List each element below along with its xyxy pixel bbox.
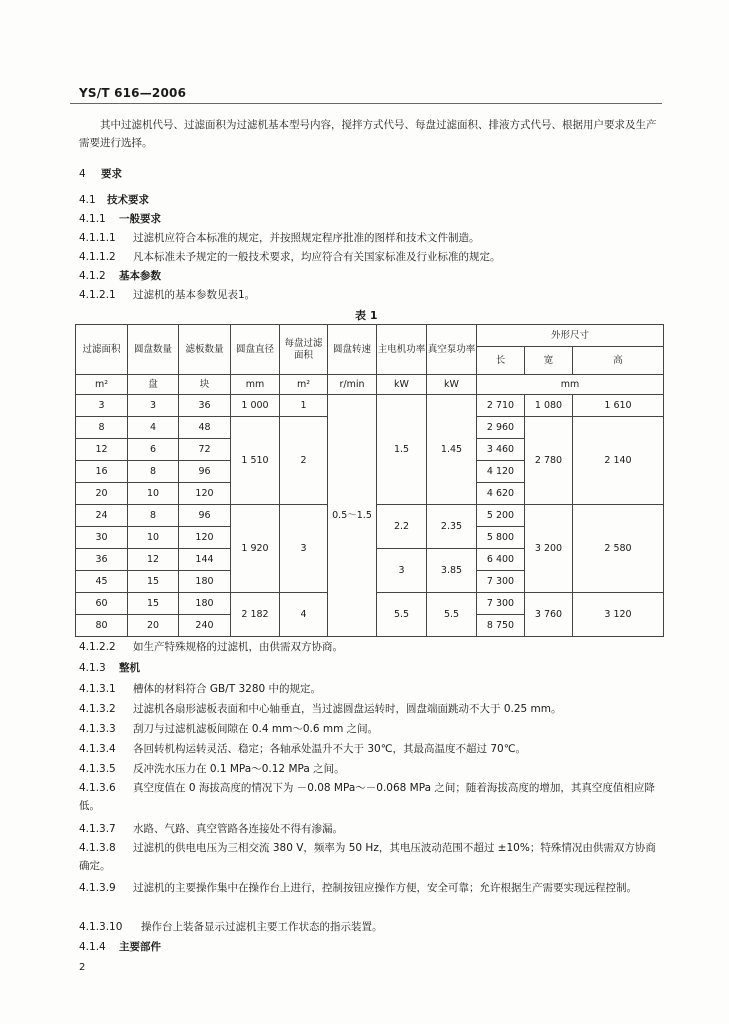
- cell-width: 2 780: [525, 417, 573, 505]
- unit-diameter: mm: [231, 375, 280, 395]
- header-motor: 主电机功率: [377, 325, 427, 375]
- clause-number: 4.1.3.2: [79, 703, 116, 715]
- header-speed: 圆盘转速: [328, 325, 377, 375]
- cell-discs: 4: [128, 417, 179, 439]
- unit-dims: mm: [477, 375, 664, 395]
- clause-number: 4.1.3.8: [79, 842, 116, 854]
- unit-area: m²: [76, 375, 128, 395]
- parameters-table: [75, 324, 664, 637]
- cell-height: 2 140: [573, 417, 664, 505]
- clause-text: 真空度值在 0 海拔高度的情况下为 －0.08 MPa～－0.068 MPa 之间；随着海拔高度的增加，其真空度值相应降低。: [79, 782, 655, 812]
- cell-discs: 10: [128, 527, 179, 549]
- header-diameter: 圆盘直径: [231, 325, 280, 375]
- clause-text: 过滤机应符合本标准的规定，并按照规定程序批准的图样和技术文件制造。: [133, 232, 480, 244]
- cell-vacuum: 2.35: [427, 505, 477, 549]
- cell-length: 7 300: [477, 571, 525, 593]
- clause-number: 4.1.1.1: [79, 232, 116, 244]
- clause-4-1-2-2: [79, 639, 343, 654]
- cell-area: 80: [76, 615, 128, 637]
- section-4-heading: [79, 166, 122, 181]
- section-number: 4: [79, 168, 86, 180]
- clause-text: 如生产特殊规格的过滤机，由供需双方协商。: [133, 641, 343, 653]
- section-4-1-4-heading: [79, 939, 161, 954]
- cell-length: 2 960: [477, 417, 525, 439]
- section-title: 基本参数: [119, 270, 161, 282]
- clause-number: 4.1.3.7: [79, 823, 116, 835]
- clause-4-1-1-1: [79, 230, 480, 245]
- cell-width: 3 760: [525, 593, 573, 637]
- cell-height: 2 580: [573, 505, 664, 593]
- cell-disc-area: 4: [280, 593, 328, 637]
- cell-vacuum: 1.45: [427, 395, 477, 505]
- cell-speed: 0.5～1.5: [328, 395, 377, 637]
- cell-discs: 15: [128, 571, 179, 593]
- unit-disc-area: m²: [280, 375, 328, 395]
- cell-length: 8 750: [477, 615, 525, 637]
- unit-discs: 盘: [128, 375, 179, 395]
- cell-area: 16: [76, 461, 128, 483]
- cell-disc-area: 1: [280, 395, 328, 417]
- cell-discs: 10: [128, 483, 179, 505]
- cell-plates: 36: [179, 395, 231, 417]
- cell-plates: 144: [179, 549, 231, 571]
- clause-text: 水路、气路、真空管路各连接处不得有渗漏。: [133, 823, 343, 835]
- cell-motor: 1.5: [377, 395, 427, 505]
- clause-4-1-3-4: [79, 741, 526, 756]
- clause-4-1-3-8: [79, 839, 664, 875]
- table-title: 表 1: [355, 309, 378, 322]
- cell-area: 3: [76, 395, 128, 417]
- clause-4-1-3-2: [79, 701, 562, 716]
- clause-4-1-1-2: [79, 249, 501, 264]
- cell-discs: 12: [128, 549, 179, 571]
- cell-plates: 240: [179, 615, 231, 637]
- unit-motor: kW: [377, 375, 427, 395]
- section-title: 技术要求: [107, 194, 149, 206]
- cell-motor: 5.5: [377, 593, 427, 637]
- cell-diameter: 1 510: [231, 417, 280, 505]
- cell-length: 4 120: [477, 461, 525, 483]
- header-width: 宽: [525, 347, 573, 375]
- clause-text: 过滤机各扇形滤板表面和中心轴垂直，当过滤圆盘运转时，圆盘端面跳动不大于 0.25 mm。: [133, 703, 562, 715]
- cell-plates: 180: [179, 571, 231, 593]
- cell-motor: 3: [377, 549, 427, 593]
- section-title: 整机: [119, 662, 140, 674]
- cell-plates: 180: [179, 593, 231, 615]
- cell-width: 3 200: [525, 505, 573, 593]
- section-4-1-3-heading: [79, 660, 140, 675]
- cell-plates: 72: [179, 439, 231, 461]
- clause-4-1-3-1: [79, 681, 321, 696]
- cell-length: 7 300: [477, 593, 525, 615]
- section-number: 4.1: [79, 194, 96, 206]
- unit-plates: 块: [179, 375, 231, 395]
- clause-text: 过滤机的供电电压为三相交流 380 V，频率为 50 Hz，其电压波动范围不超过 ±10%；特殊情况由供需双方协商确定。: [79, 842, 656, 872]
- cell-vacuum: 5.5: [427, 593, 477, 637]
- clause-number: 4.1.3.4: [79, 743, 116, 755]
- intro-paragraph: 其中过滤机代号、过滤面积为过滤机基本型号内容，搅拌方式代号、每盘过滤面积、排液方式代号、根据用户要求及生产需要进行选择。: [79, 119, 657, 149]
- cell-area: 30: [76, 527, 128, 549]
- clause-text: 过滤机的主要操作集中在操作台上进行，控制按钮应操作方便，安全可靠；允许根据生产需要实现远程控制。: [133, 882, 637, 894]
- clause-4-1-3-9: [79, 879, 664, 897]
- section-title: 一般要求: [119, 213, 161, 225]
- section-4-1-heading: [79, 192, 149, 207]
- header-height: 高: [573, 347, 664, 375]
- section-4-1-2-heading: [79, 268, 161, 283]
- clause-number: 4.1.3.9: [79, 882, 116, 894]
- clause-4-1-3-7: [79, 821, 343, 836]
- cell-plates: 120: [179, 527, 231, 549]
- cell-motor: 2.2: [377, 505, 427, 549]
- clause-number: 4.1.1.2: [79, 251, 116, 263]
- section-number: 4.1.2: [79, 270, 106, 282]
- section-4-1-1-heading: [79, 211, 161, 226]
- clause-text: 槽体的材料符合 GB/T 3280 中的规定。: [133, 683, 322, 695]
- cell-length: 6 400: [477, 549, 525, 571]
- clause-text: 凡本标准未予规定的一般技术要求，均应符合有关国家标准及行业标准的规定。: [133, 251, 501, 263]
- cell-discs: 8: [128, 461, 179, 483]
- section-number: 4.1.3: [79, 662, 106, 674]
- clause-number: 4.1.2.1: [79, 289, 116, 301]
- cell-height: 3 120: [573, 593, 664, 637]
- section-number: 4.1.4: [79, 941, 106, 953]
- clause-text: 过滤机的基本参数见表1。: [133, 289, 256, 301]
- cell-area: 8: [76, 417, 128, 439]
- cell-area: 24: [76, 505, 128, 527]
- clause-text: 刮刀与过滤机滤板间隙在 0.4 mm～0.6 mm 之间。: [133, 723, 379, 735]
- header-vacuum: 真空泵功率: [427, 325, 477, 375]
- section-title: 主要部件: [119, 941, 161, 953]
- header-plates: 滤板数量: [179, 325, 231, 375]
- unit-vacuum: kW: [427, 375, 477, 395]
- cell-plates: 96: [179, 505, 231, 527]
- cell-area: 36: [76, 549, 128, 571]
- clause-4-1-3-6: [79, 779, 664, 815]
- cell-discs: 15: [128, 593, 179, 615]
- cell-discs: 3: [128, 395, 179, 417]
- clause-text: 操作台上装备显示过滤机主要工作状态的指示装置。: [141, 921, 383, 933]
- section-number: 4.1.1: [79, 213, 106, 225]
- header-dims: 外形尺寸: [477, 325, 664, 347]
- header-rule: [70, 103, 662, 104]
- clause-4-1-3-10: [79, 919, 383, 934]
- header-disc-area: 每盘过滤面积: [280, 325, 328, 375]
- page-number: 2: [79, 962, 86, 973]
- clause-number: 4.1.3.3: [79, 723, 116, 735]
- cell-disc-area: 2: [280, 417, 328, 505]
- cell-length: 5 800: [477, 527, 525, 549]
- cell-plates: 120: [179, 483, 231, 505]
- cell-discs: 8: [128, 505, 179, 527]
- cell-diameter: 1 000: [231, 395, 280, 417]
- cell-plates: 96: [179, 461, 231, 483]
- clause-4-1-3-5: [79, 761, 345, 776]
- cell-length: 3 460: [477, 439, 525, 461]
- clause-text: 反冲洗水压力在 0.1 MPa～0.12 MPa 之间。: [133, 763, 345, 775]
- unit-speed: r/min: [328, 375, 377, 395]
- clause-number: 4.1.3.5: [79, 763, 116, 775]
- header-area: 过滤面积: [76, 325, 128, 375]
- clause-4-1-2-1: [79, 287, 255, 302]
- clause-number: 4.1.3.6: [79, 782, 116, 794]
- standard-id: YS/T 616—2006: [79, 86, 187, 100]
- header-discs: 圆盘数量: [128, 325, 179, 375]
- cell-diameter: 2 182: [231, 593, 280, 637]
- clause-number: 4.1.3.10: [79, 921, 123, 933]
- header-length: 长: [477, 347, 525, 375]
- cell-plates: 48: [179, 417, 231, 439]
- cell-height: 1 610: [573, 395, 664, 417]
- cell-discs: 6: [128, 439, 179, 461]
- cell-area: 60: [76, 593, 128, 615]
- cell-discs: 20: [128, 615, 179, 637]
- cell-length: 2 710: [477, 395, 525, 417]
- cell-length: 4 620: [477, 483, 525, 505]
- section-title: 要求: [101, 168, 122, 180]
- cell-disc-area: 3: [280, 505, 328, 593]
- cell-area: 20: [76, 483, 128, 505]
- clause-text: 各回转机构运转灵活、稳定；各轴承处温升不大于 30℃，其最高温度不超过 70℃。: [133, 743, 526, 755]
- cell-area: 12: [76, 439, 128, 461]
- cell-diameter: 1 920: [231, 505, 280, 593]
- clause-number: 4.1.3.1: [79, 683, 116, 695]
- cell-vacuum: 3.85: [427, 549, 477, 593]
- cell-area: 45: [76, 571, 128, 593]
- clause-number: 4.1.2.2: [79, 641, 116, 653]
- cell-width: 1 080: [525, 395, 573, 417]
- cell-length: 5 200: [477, 505, 525, 527]
- clause-4-1-3-3: [79, 721, 378, 736]
